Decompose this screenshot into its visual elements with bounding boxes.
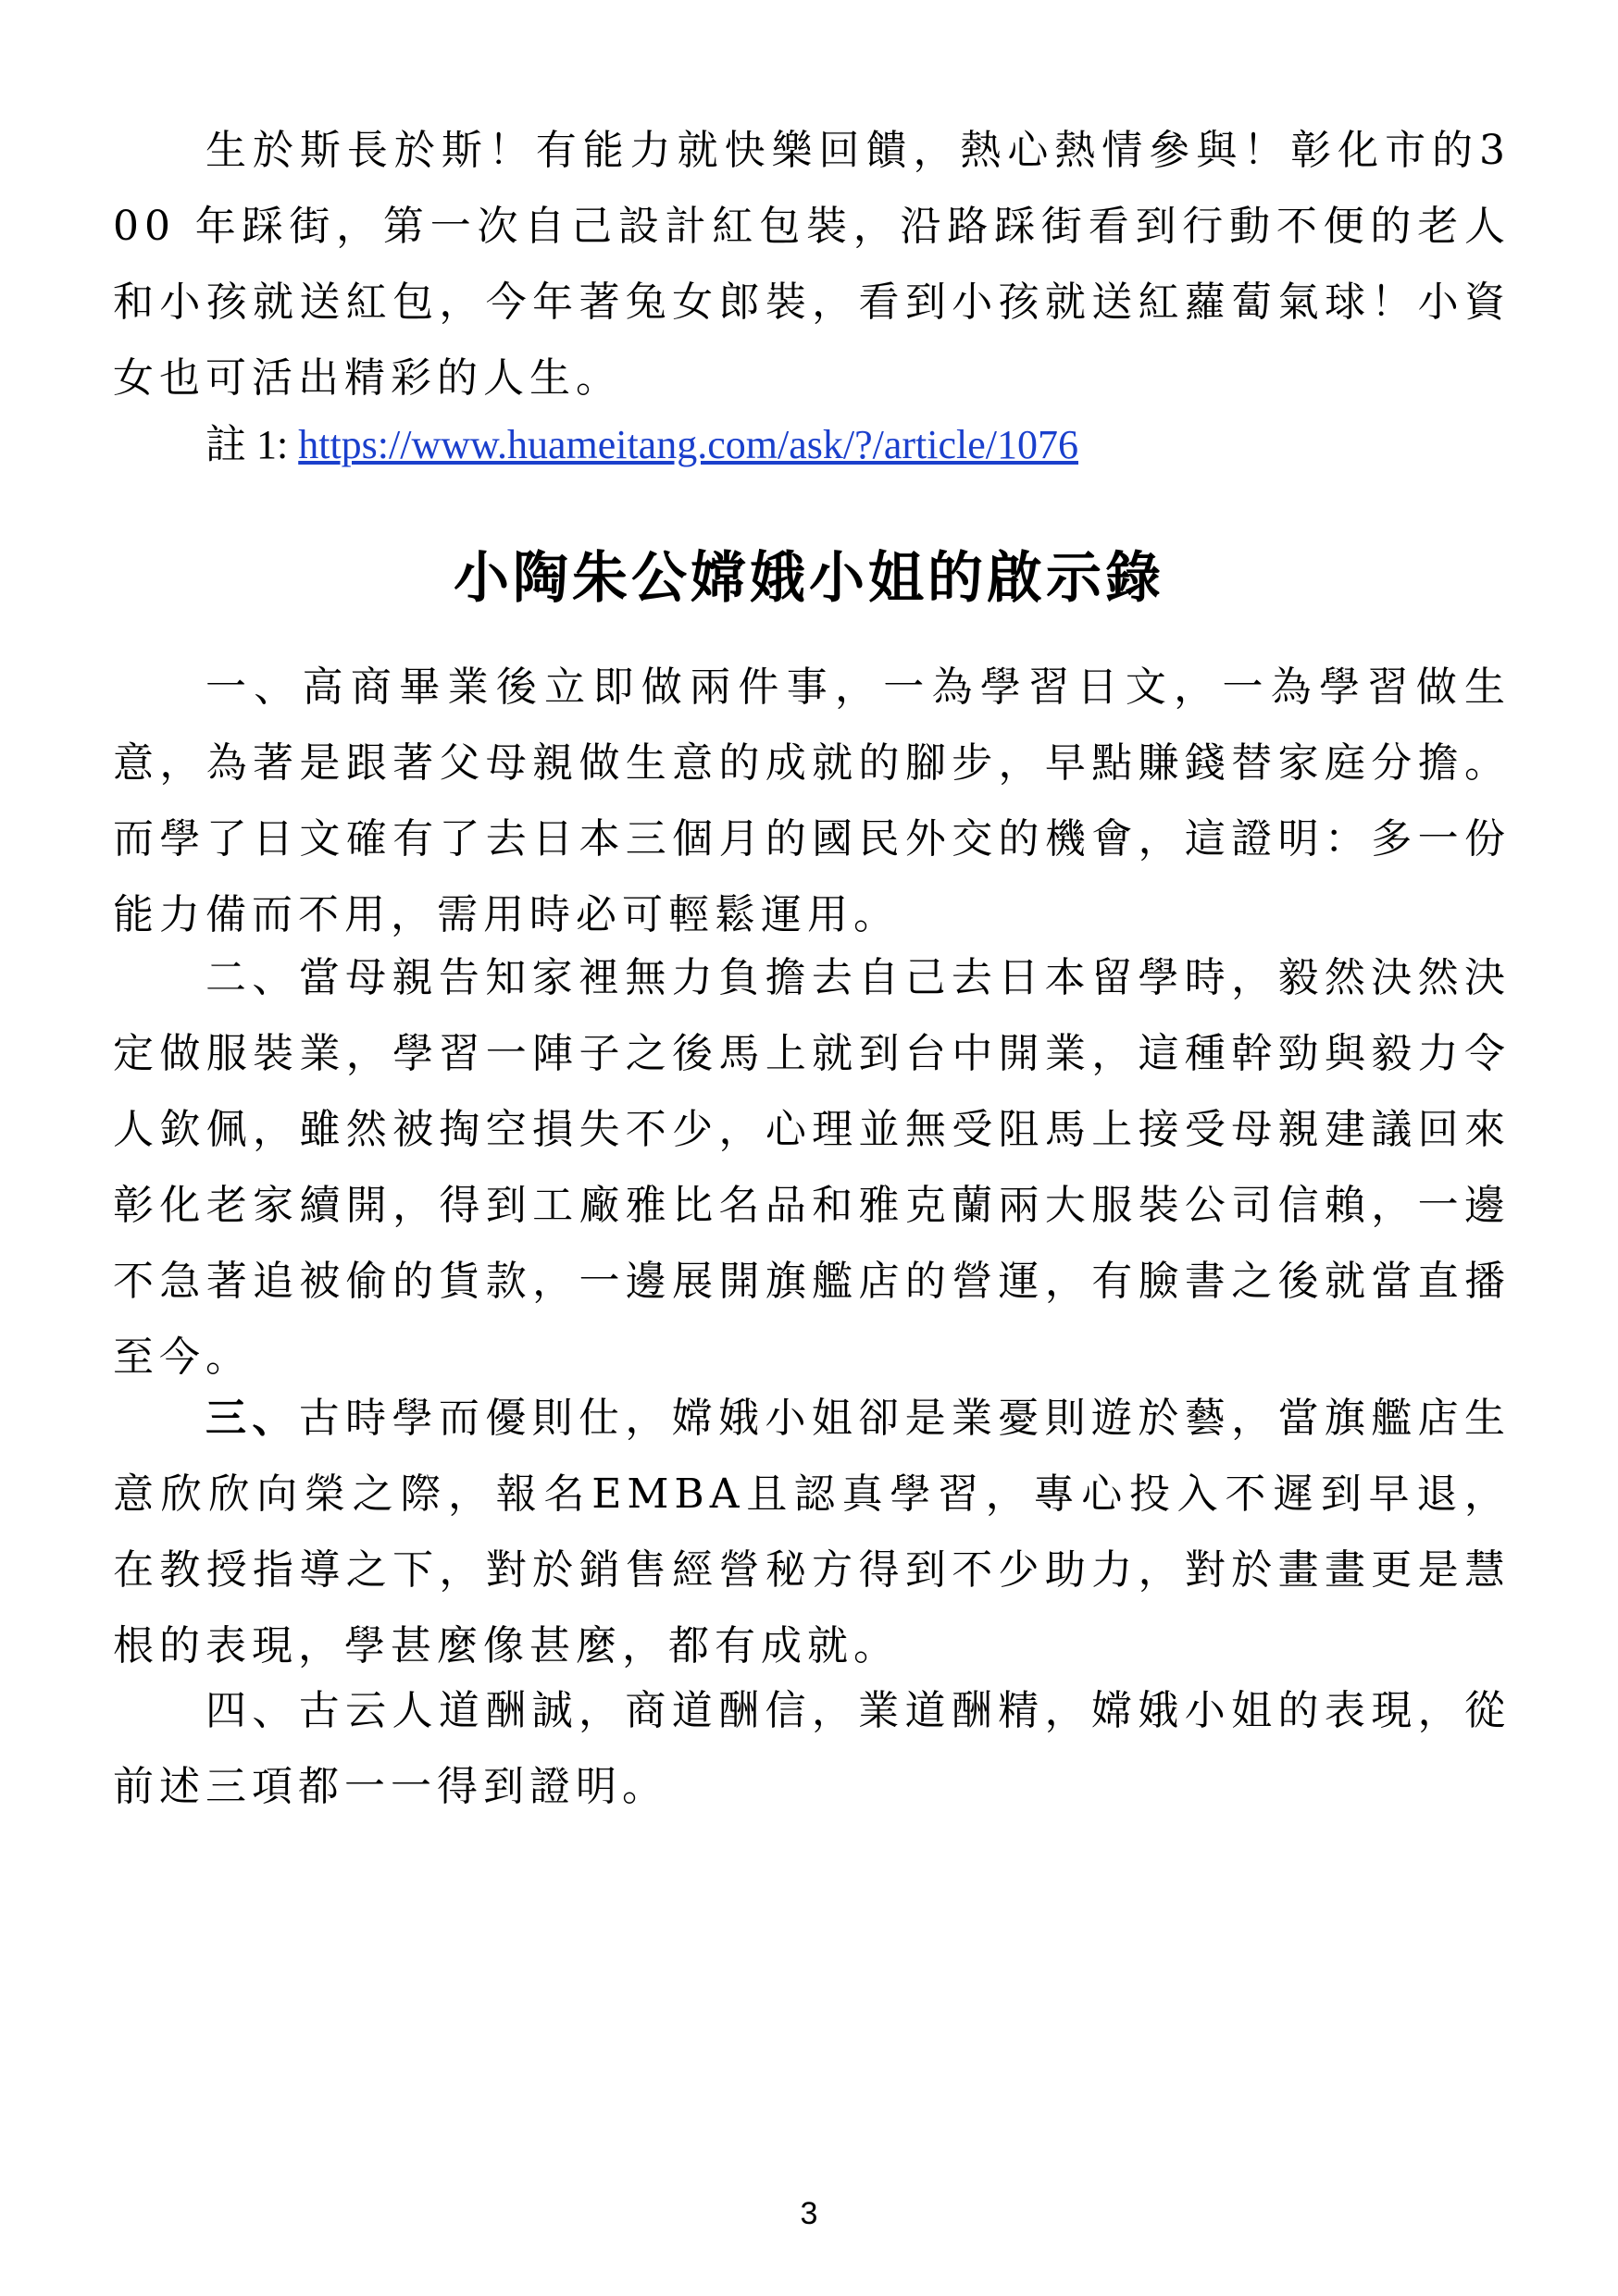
paragraph-3-body: 古時學而優則仕，嫦娥小姐卻是業憂則遊於藝，當旗艦店生意欣欣向榮之際，報名EMBA且認真學習，專心投入不遲到早退，在教授指導之下，對於銷售經營秘方得到不少助力，對於畫畫更是慧根的表現，學甚麼像甚麼，都有成就。	[113, 1395, 1512, 1669]
footnote	[205, 407, 1078, 483]
paragraph-1: 一、高商畢業後立即做兩件事，一為學習日文，一為學習做生意，為著是跟著父母親做生意的成就的腳步，早點賺錢替家庭分擔。而學了日文確有了去日本三個月的國民外交的機會，這證明：多一份能力備而不用，需用時必可輕鬆運用。	[113, 664, 1511, 938]
footnote-link[interactable]: https://www.huameitang.com/ask/?/article/1076	[298, 422, 1078, 467]
paragraph-2: 二、當母親告知家裡無力負擔去自己去日本留學時，毅然決然決定做服裝業，學習一陣子之後馬上就到台中開業，這種幹勁與毅力令人欽佩，雖然被掏空損失不少，心理並無受阻馬上接受母親建議回來彰化老家續開，得到工廠雅比名品和雅克蘭兩大服裝公司信賴，一邊不急著追被偷的貨款，一邊展開旗艦店的營運，有臉書之後就當直播至今。	[113, 954, 1511, 1381]
section-title: 小陶朱公嫦娥小姐的啟示錄	[454, 546, 1164, 611]
intro-paragraph: 生於斯長於斯！有能力就快樂回饋，熱心熱情參與！彰化市的300 年踩街，第一次自己設計紅包裝，沿路踩街看到行動不便的老人和小孩就送紅包，今年著兔女郎裝，看到小孩就送紅蘿蔔氣球！小資女也可活出精彩的人生。	[113, 127, 1511, 402]
paragraph-4: 四、古云人道酬誠，商道酬信，業道酬精，嫦娥小姐的表現，從前述三項都一一得到證明。	[113, 1687, 1511, 1810]
paragraph-3-lead: 三、	[205, 1395, 299, 1442]
page-number: 3	[800, 2196, 818, 2231]
paragraph-3	[113, 1381, 1511, 1684]
footnote-label: 註 1:	[205, 422, 299, 467]
